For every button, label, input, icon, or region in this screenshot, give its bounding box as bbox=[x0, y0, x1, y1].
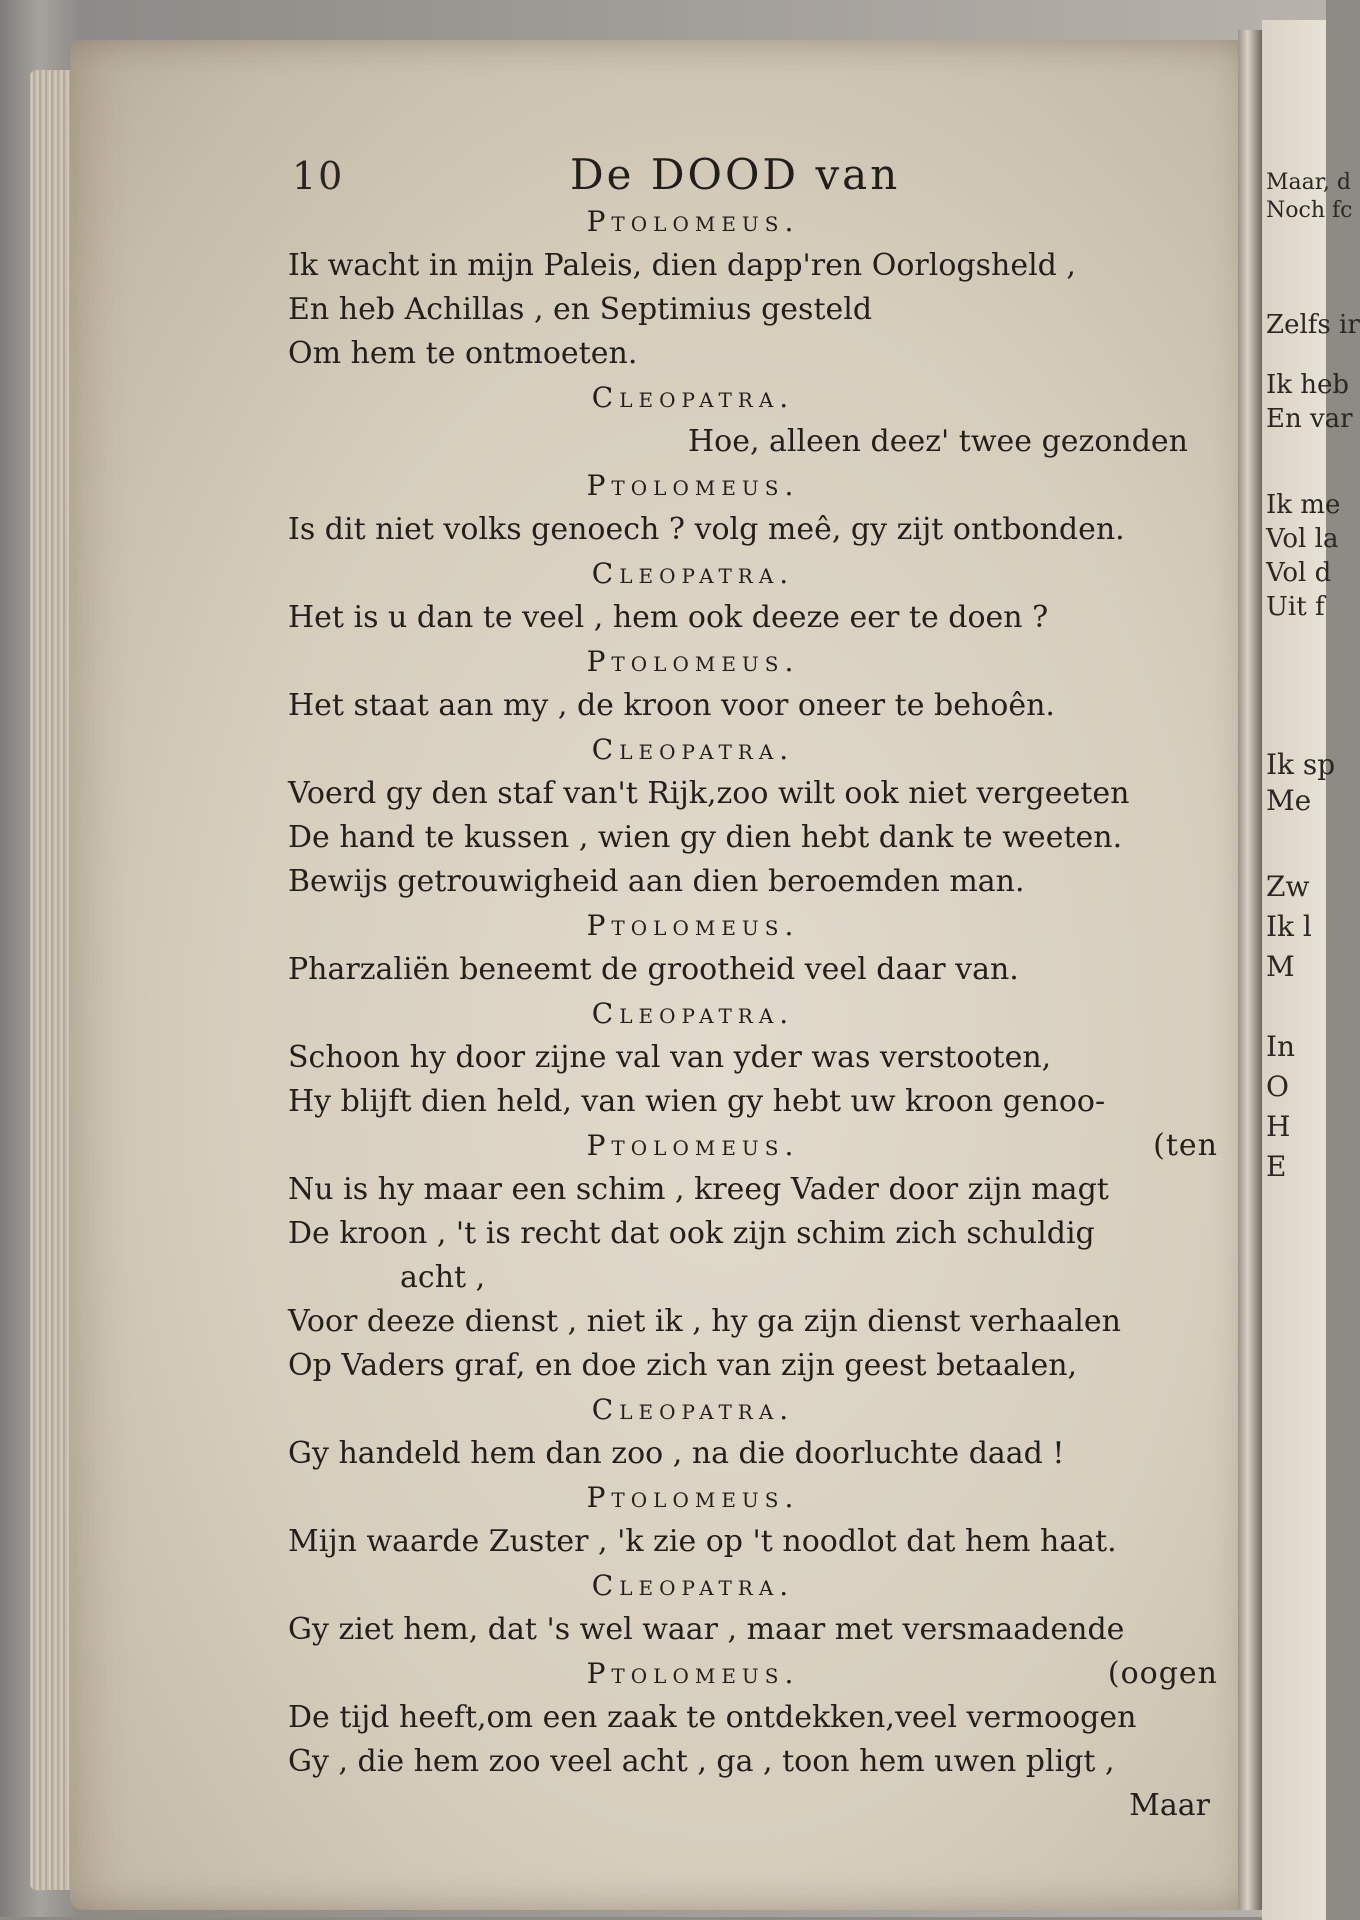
facing-line: Zelfs ir bbox=[1266, 310, 1360, 340]
verse-line: Gy , die hem zoo veel acht , ga , toon hem uwen pligt , bbox=[288, 1744, 1115, 1779]
verse-line: acht , bbox=[400, 1260, 486, 1295]
play-text bbox=[288, 200, 1218, 1784]
speaker-heading bbox=[288, 904, 1218, 948]
speaker-name: Cleopatra. bbox=[591, 733, 795, 766]
facing-line: Vol d bbox=[1266, 558, 1332, 588]
facing-line: H bbox=[1266, 1110, 1291, 1143]
speaker-name: Cleopatra. bbox=[591, 381, 795, 414]
facing-line: Vol la bbox=[1266, 524, 1339, 554]
page-number: 10 bbox=[292, 154, 345, 198]
facing-page bbox=[1262, 20, 1360, 1920]
facing-line: E bbox=[1266, 1150, 1287, 1183]
verse-line: Ik wacht in mijn Paleis, dien dapp'ren Oorlogsheld , bbox=[288, 248, 1076, 283]
book-gutter bbox=[1238, 30, 1262, 1910]
speaker-heading bbox=[288, 640, 1218, 684]
facing-line: Ik me bbox=[1266, 490, 1341, 520]
running-title: De DOOD van bbox=[570, 150, 901, 199]
runover-word: (ten bbox=[1153, 1128, 1218, 1163]
verse-line: Hoe, alleen deez' twee gezonden bbox=[688, 424, 1188, 459]
verse-line: En heb Achillas , en Septimius gesteld bbox=[288, 292, 873, 327]
speaker-heading bbox=[288, 552, 1218, 596]
facing-line: Ik l bbox=[1266, 910, 1312, 943]
speaker-name: Cleopatra. bbox=[591, 997, 795, 1030]
runover-word: (oogen bbox=[1107, 1656, 1218, 1691]
catchword: Maar bbox=[1129, 1788, 1210, 1823]
verse-line: Om hem te ontmoeten. bbox=[288, 336, 638, 371]
speaker-heading bbox=[288, 1388, 1218, 1432]
verse-line: Hy blijft dien held, van wien gy hebt uw kroon genoo- bbox=[288, 1084, 1106, 1119]
speaker-heading bbox=[288, 200, 1218, 244]
verse-line: Gy handeld hem dan zoo , na die doorluchte daad ! bbox=[288, 1436, 1065, 1471]
speaker-name: Ptolomeus. bbox=[586, 1657, 800, 1690]
speaker-name: Ptolomeus. bbox=[586, 1481, 800, 1514]
speaker-heading bbox=[288, 1652, 1218, 1696]
facing-line: Me bbox=[1266, 784, 1312, 817]
facing-line: Uit f bbox=[1266, 592, 1325, 622]
verse-line: De hand te kussen , wien gy dien hebt dank te weeten. bbox=[288, 820, 1123, 855]
verse-line: Mijn waarde Zuster , 'k zie op 't noodlot dat hem haat. bbox=[288, 1524, 1117, 1559]
speaker-name: Ptolomeus. bbox=[586, 205, 800, 238]
verse-line: Voerd gy den staf van't Rijk,zoo wilt ook niet vergeeten bbox=[288, 776, 1130, 811]
verse-line: Pharzaliën beneemt de grootheid veel daar van. bbox=[288, 952, 1019, 987]
speaker-heading bbox=[288, 1564, 1218, 1608]
facing-line: Ik heb bbox=[1266, 370, 1350, 400]
speaker-name: Ptolomeus. bbox=[586, 1129, 800, 1162]
running-head bbox=[288, 150, 1218, 200]
verse-line: Voor deeze dienst , niet ik , hy ga zijn dienst verhaalen bbox=[288, 1304, 1121, 1339]
verse-line: Is dit niet volks genoech ? volg meê, gy zijt ontbonden. bbox=[288, 512, 1125, 547]
verse-line: Op Vaders graf, en doe zich van zijn geest betaalen, bbox=[288, 1348, 1078, 1383]
speaker-name: Ptolomeus. bbox=[586, 469, 800, 502]
speaker-name: Cleopatra. bbox=[591, 1569, 795, 1602]
verse-line: Het staat aan my , de kroon voor oneer te behoên. bbox=[288, 688, 1055, 723]
page-text bbox=[288, 150, 1218, 1828]
facing-line: Noch fc bbox=[1266, 198, 1353, 223]
verse-line: Gy ziet hem, dat 's wel waar , maar met versmaadende bbox=[288, 1612, 1125, 1647]
speaker-heading bbox=[288, 728, 1218, 772]
speaker-name: Cleopatra. bbox=[591, 557, 795, 590]
verse-line: De tijd heeft,om een zaak te ontdekken,veel vermoogen bbox=[288, 1700, 1137, 1735]
verse-line: Het is u dan te veel , hem ook deeze eer te doen ? bbox=[288, 600, 1049, 635]
verse-line: Bewijs getrouwigheid aan dien beroemden man. bbox=[288, 864, 1025, 899]
speaker-heading bbox=[288, 1476, 1218, 1520]
speaker-heading bbox=[288, 1124, 1218, 1168]
facing-line: Ik sp bbox=[1266, 748, 1336, 781]
facing-line: M bbox=[1266, 950, 1295, 983]
facing-line: En var bbox=[1266, 404, 1353, 434]
speaker-heading bbox=[288, 376, 1218, 420]
verse-line: De kroon , 't is recht dat ook zijn schim zich schuldig bbox=[288, 1216, 1095, 1251]
speaker-name: Ptolomeus. bbox=[586, 645, 800, 678]
speaker-name: Cleopatra. bbox=[591, 1393, 795, 1426]
verse-line: Schoon hy door zijne val van yder was verstooten, bbox=[288, 1040, 1052, 1075]
facing-line: O bbox=[1266, 1070, 1289, 1103]
verse-line: Nu is hy maar een schim , kreeg Vader door zijn magt bbox=[288, 1172, 1109, 1207]
facing-line: In bbox=[1266, 1030, 1296, 1063]
speaker-heading bbox=[288, 464, 1218, 508]
speaker-heading bbox=[288, 992, 1218, 1036]
facing-line: Zw bbox=[1266, 870, 1310, 903]
speaker-name: Ptolomeus. bbox=[586, 909, 800, 942]
facing-line: Maar, d bbox=[1266, 170, 1351, 195]
